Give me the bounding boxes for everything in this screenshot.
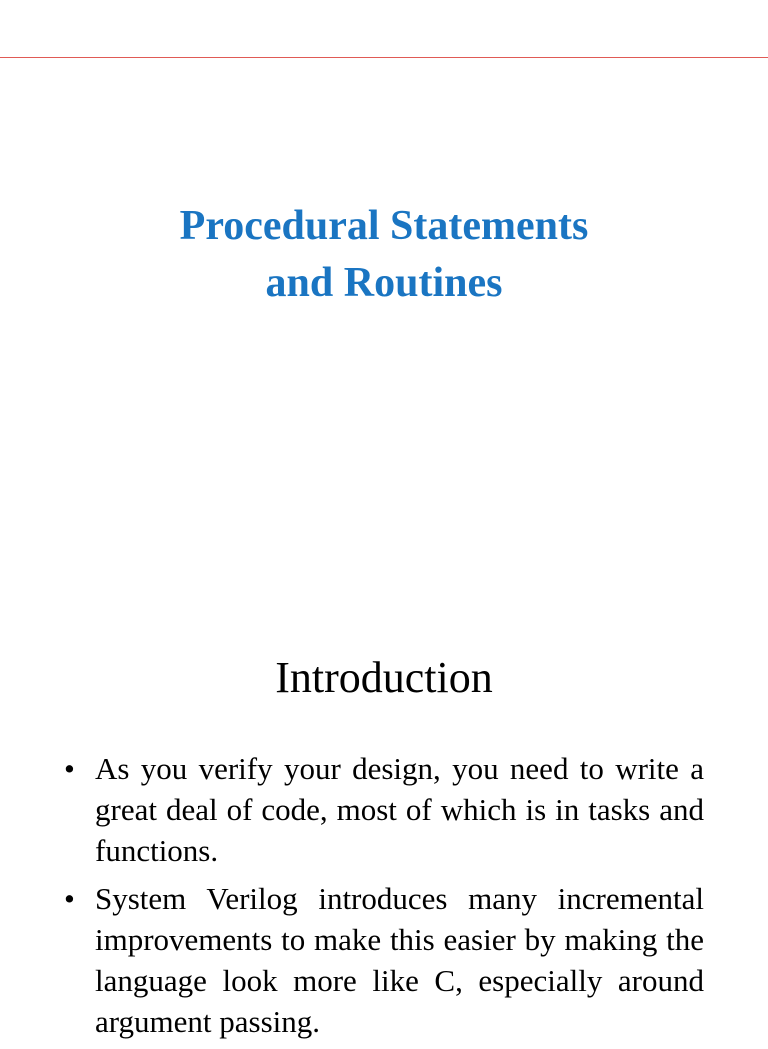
bullet-marker-icon: • [64,881,75,916]
slide-title-line-2: and Routines [265,260,503,306]
bullet-item [64,748,704,871]
bullet-text: System Verilog introduces many incremental improvements to make this easier by making the language look more like C, especially around argument passing. [95,881,704,1039]
bullet-marker-icon: • [64,751,75,786]
section-heading: Introduction [275,653,493,702]
bullet-text: As you verify your design, you need to write a great deal of code, most of which is in tasks and functions. [95,751,704,868]
bullet-list [64,748,704,1049]
slide-title-line-1: Procedural Statements [179,203,589,249]
bullet-item [64,878,704,1042]
